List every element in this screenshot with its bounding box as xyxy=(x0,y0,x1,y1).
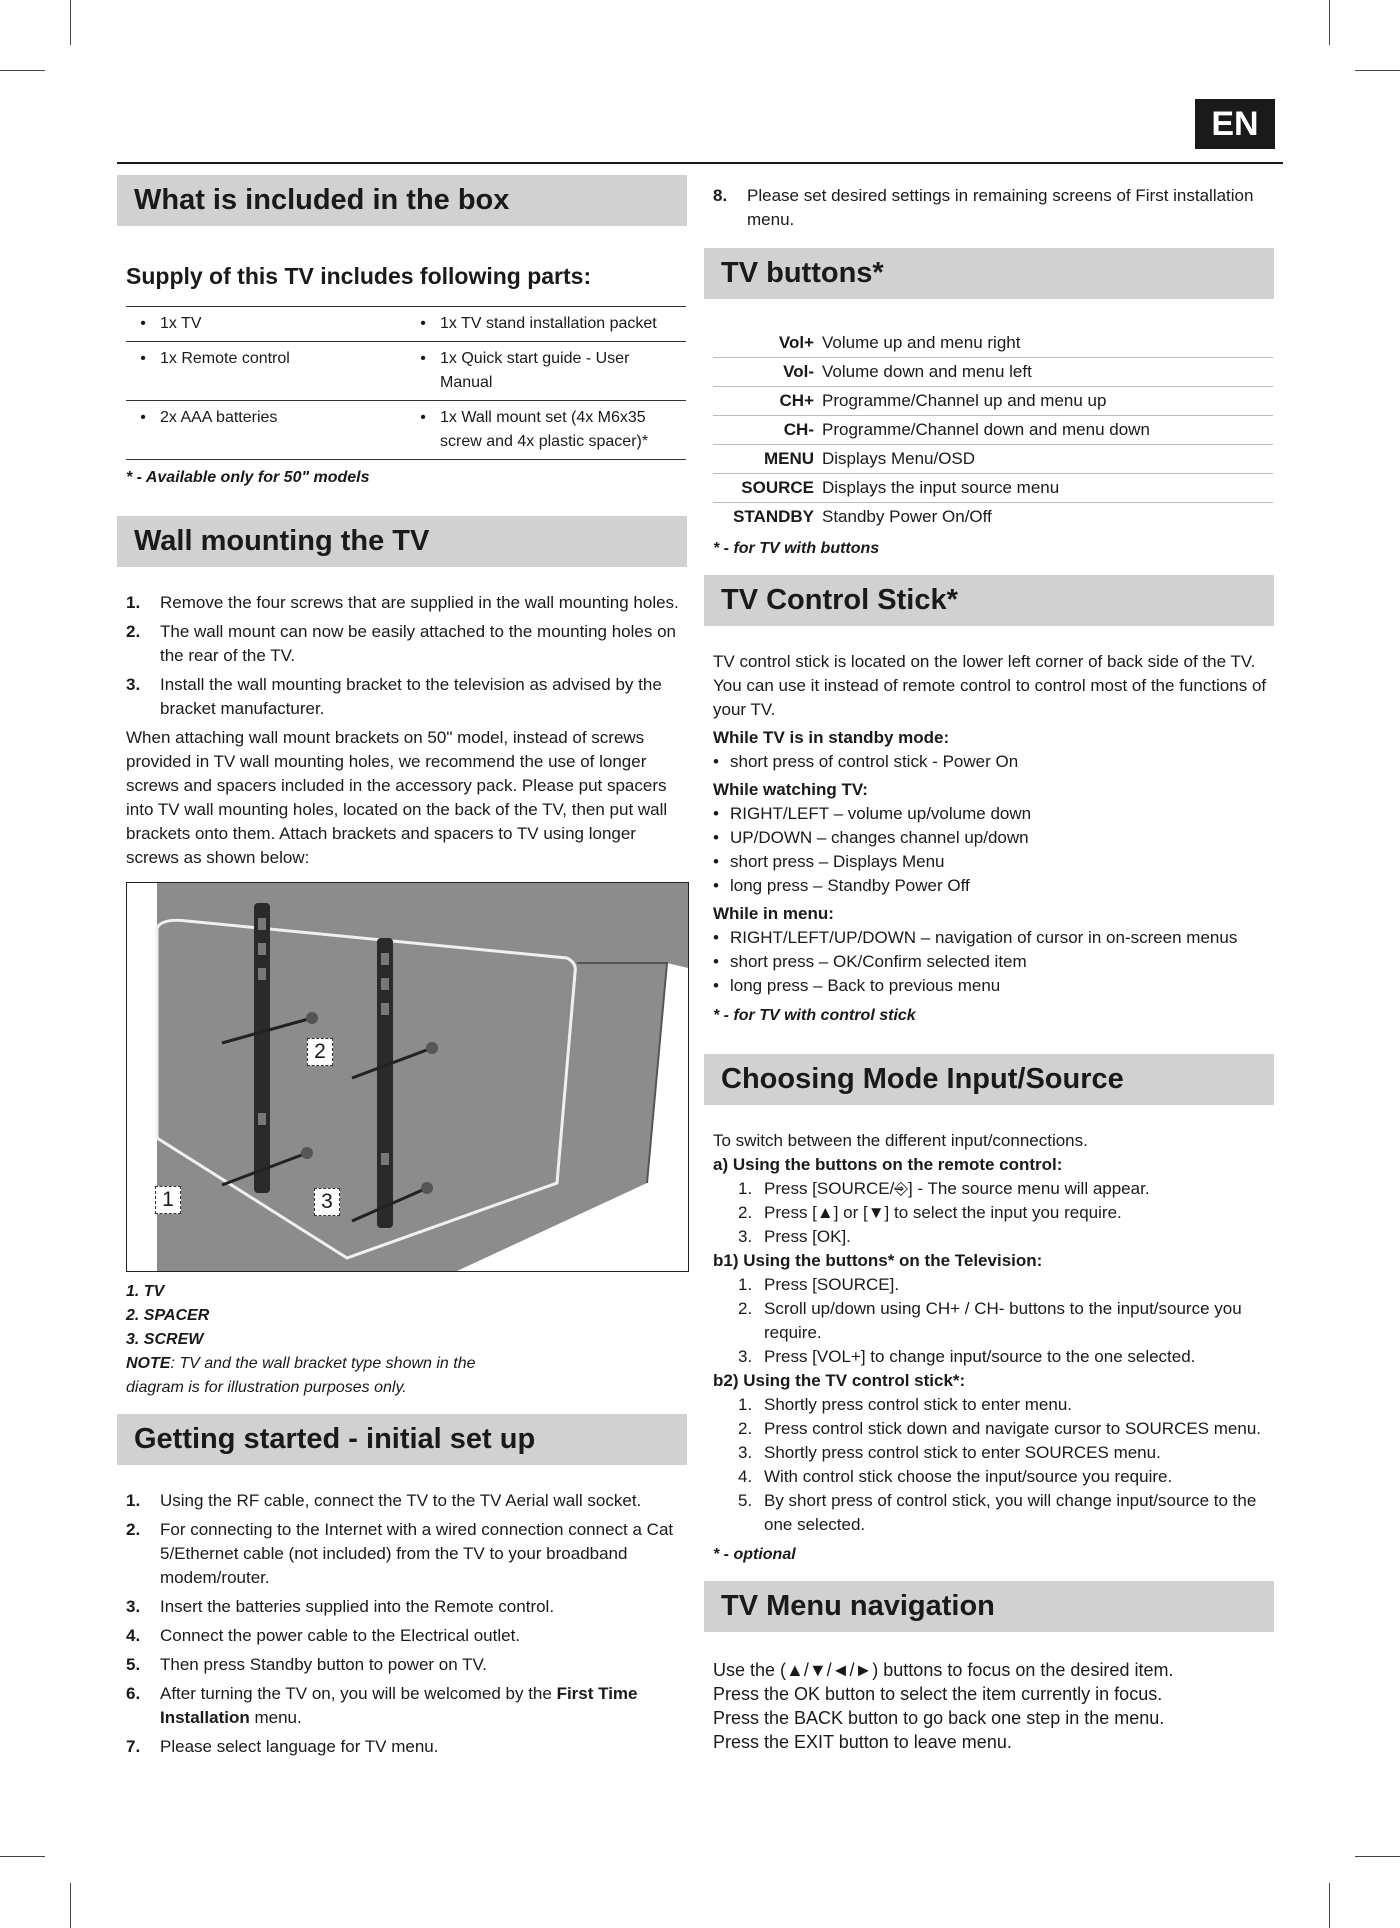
right-column xyxy=(704,175,1274,1754)
crop-mark xyxy=(1329,1883,1330,1928)
buttons-note: * - for TV with buttons xyxy=(713,540,880,557)
part-item: 1x TV stand installation packet xyxy=(440,315,657,332)
nav-line: Press the EXIT button to leave menu. xyxy=(713,1732,1012,1752)
table-row: CH- Programme/Channel down and menu down xyxy=(713,416,1273,445)
list-item: 3. Insert the batteries supplied into the Remote control. xyxy=(126,1597,555,1616)
wall-paragraph: When attaching wall mount brackets on 50" model, instead of screws provided in TV wall mounting holes, we recommend the use of longer screws and spacers included in the accessory pack. Please put spacers into TV wall mounting holes, located on the back of the TV, then put wall brackets onto them. Attach brackets and spacers to TV using longer screws as shown below: xyxy=(126,728,668,867)
list-item: 5. By short press of control stick, you will change input/source to the one selected. xyxy=(738,1491,1257,1534)
part-item: 1x Quick start guide - User Manual xyxy=(440,350,630,391)
section-title-start: Getting started - initial set up xyxy=(117,1414,687,1465)
header-rule xyxy=(117,162,1283,164)
part-item: 1x TV xyxy=(160,315,202,332)
stick-standby-list xyxy=(713,750,1270,774)
callout-spacer: 2 xyxy=(307,1038,333,1066)
table-row: MENU Displays Menu/OSD xyxy=(713,445,1273,474)
legend-item: 2. SPACER xyxy=(126,1307,210,1324)
list-item: 1. Remove the four screws that are supplied in the wall mounting holes. xyxy=(126,593,679,612)
source-note: * - optional xyxy=(713,1546,796,1563)
table-row: • 1x Remote control • 1x Quick start guide - User Manual xyxy=(126,342,686,401)
stick-menu-list xyxy=(713,926,1270,998)
table-row: STANDBY Standby Power On/Off xyxy=(733,507,992,526)
crop-mark xyxy=(1355,1856,1400,1857)
language-badge: EN xyxy=(1195,99,1275,149)
list-item: • long press – Back to previous menu xyxy=(713,974,1270,998)
crop-mark xyxy=(1355,70,1400,71)
source-b1-steps xyxy=(713,1273,1270,1369)
source-a-label: a) Using the buttons on the remote control: xyxy=(713,1155,1063,1174)
crop-mark xyxy=(1329,0,1330,45)
crop-mark xyxy=(0,1856,45,1857)
list-item: 1. Using the RF cable, connect the TV to the TV Aerial wall socket. xyxy=(126,1491,642,1510)
left-column xyxy=(117,175,687,1764)
list-item: 1. Press [SOURCE]. xyxy=(738,1275,900,1294)
diagram-legend xyxy=(126,1280,687,1400)
buttons-table xyxy=(713,329,1273,531)
table-row: • 2x AAA batteries • 1x Wall mount set (4x M6x35 screw and 4x plastic spacer)* xyxy=(126,401,686,460)
nav-content xyxy=(704,1658,1274,1754)
list-item: • short press – Displays Menu xyxy=(713,850,1270,874)
section-title-source: Choosing Mode Input/Source xyxy=(704,1054,1274,1105)
source-intro: To switch between the different input/connections. xyxy=(713,1131,1088,1150)
start-continued xyxy=(704,184,1274,232)
source-content xyxy=(704,1129,1274,1567)
source-a-steps xyxy=(713,1177,1270,1249)
callout-screw: 3 xyxy=(314,1188,340,1216)
part-item: 1x Remote control xyxy=(160,350,290,367)
table-row: Vol- Volume down and menu left xyxy=(713,358,1273,387)
nav-line: Press the BACK button to go back one step in the menu. xyxy=(713,1708,1165,1728)
table-row: SOURCE Displays the input source menu xyxy=(713,474,1273,503)
section-title-buttons: TV buttons* xyxy=(704,248,1274,299)
list-item: • long press – Standby Power Off xyxy=(713,874,1270,898)
stick-standby-label: While TV is in standby mode: xyxy=(713,728,950,747)
stick-note: * - for TV with control stick xyxy=(713,1007,916,1024)
source-b1-label: b1) Using the buttons* on the Television: xyxy=(713,1251,1043,1270)
source-b2-steps xyxy=(713,1393,1270,1537)
start-steps-continued xyxy=(713,184,1270,232)
section-title-nav: TV Menu navigation xyxy=(704,1581,1274,1632)
list-item: • RIGHT/LEFT/UP/DOWN – navigation of cursor in on-screen menus xyxy=(713,926,1270,950)
box-note: * - Available only for 50" models xyxy=(126,469,370,486)
crop-mark xyxy=(0,70,45,71)
section-title-wall: Wall mounting the TV xyxy=(117,516,687,567)
list-item: 2. Press [▲] or [▼] to select the input you require. xyxy=(738,1203,1122,1222)
source-b2-label: b2) Using the TV control stick*: xyxy=(713,1371,966,1390)
list-item: 1. Press [SOURCE/⎆] - The source menu will appear. xyxy=(738,1179,1150,1198)
wall-content xyxy=(117,591,687,870)
list-item: 2. Scroll up/down using CH+ / CH- buttons to the input/source you require. xyxy=(738,1299,1242,1342)
crop-mark xyxy=(70,0,71,45)
stick-menu-label: While in menu: xyxy=(713,904,834,923)
list-item: 4. With control stick choose the input/source you require. xyxy=(738,1467,1173,1486)
list-item: • short press of control stick - Power On xyxy=(713,750,1270,774)
stick-intro: TV control stick is located on the lower left corner of back side of the TV. You can use it instead of remote control to control most of the functions of your TV. xyxy=(713,652,1267,719)
stick-content xyxy=(704,650,1274,1028)
list-item: 2. For connecting to the Internet with a wired connection connect a Cat 5/Ethernet cable (not included) from the TV to your broadband modem/router. xyxy=(126,1520,674,1587)
list-item: 8. Please set desired settings in remaining screens of First installation menu. xyxy=(713,186,1254,229)
list-item: • RIGHT/LEFT – volume up/volume down xyxy=(713,802,1270,826)
section-title-stick: TV Control Stick* xyxy=(704,575,1274,626)
diagram-note: NOTE: TV and the wall bracket type shown in the diagram is for illustration purposes only. xyxy=(126,1355,476,1396)
nav-line: Use the (▲/▼/◄/►) buttons to focus on the desired item. xyxy=(713,1660,1174,1680)
tv-bracket-illustration xyxy=(127,883,688,1271)
list-item: 6. After turning the TV on, you will be welcomed by the First Time Installation menu. xyxy=(126,1684,638,1727)
list-item: • UP/DOWN – changes channel up/down xyxy=(713,826,1270,850)
nav-line: Press the OK button to select the item currently in focus. xyxy=(713,1684,1163,1704)
legend-item: 1. TV xyxy=(126,1283,165,1300)
list-item: • short press – OK/Confirm selected item xyxy=(713,950,1270,974)
section-title-box: What is included in the box xyxy=(117,175,687,226)
list-item: 3. Press [OK]. xyxy=(738,1227,851,1246)
table-row: CH+ Programme/Channel up and menu up xyxy=(713,387,1273,416)
table-row: • 1x TV • 1x TV stand installation packet xyxy=(126,307,686,342)
list-item: 3. Shortly press control stick to enter SOURCES menu. xyxy=(738,1443,1161,1462)
crop-mark xyxy=(70,1883,71,1928)
wall-mount-diagram xyxy=(126,882,689,1272)
table-row: Vol+ Volume up and menu right xyxy=(713,329,1273,358)
list-item: 3. Press [VOL+] to change input/source to the one selected. xyxy=(738,1347,1196,1366)
list-item: 7. Please select language for TV menu. xyxy=(126,1737,439,1756)
stick-watch-list xyxy=(713,802,1270,898)
part-item: 1x Wall mount set (4x M6x35 screw and 4x plastic spacer)* xyxy=(440,409,649,450)
list-item: 2. Press control stick down and navigate cursor to SOURCES menu. xyxy=(738,1419,1261,1438)
legend-item: 3. SCREW xyxy=(126,1331,204,1348)
list-item: 5. Then press Standby button to power on TV. xyxy=(126,1655,487,1674)
stick-watch-label: While watching TV: xyxy=(713,780,868,799)
part-item: 2x AAA batteries xyxy=(160,409,278,426)
list-item: 3. Install the wall mounting bracket to the television as advised by the bracket manufacturer. xyxy=(126,675,662,718)
callout-tv: 1 xyxy=(155,1186,181,1214)
list-item: 1. Shortly press control stick to enter menu. xyxy=(738,1395,1073,1414)
wall-steps xyxy=(126,591,683,721)
list-item: 4. Connect the power cable to the Electrical outlet. xyxy=(126,1626,521,1645)
parts-table xyxy=(126,306,686,460)
start-steps xyxy=(126,1489,683,1759)
list-item: 2. The wall mount can now be easily attached to the mounting holes on the rear of the TV. xyxy=(126,622,676,665)
start-content xyxy=(117,1489,687,1759)
box-subtitle: Supply of this TV includes following parts: xyxy=(126,263,592,289)
